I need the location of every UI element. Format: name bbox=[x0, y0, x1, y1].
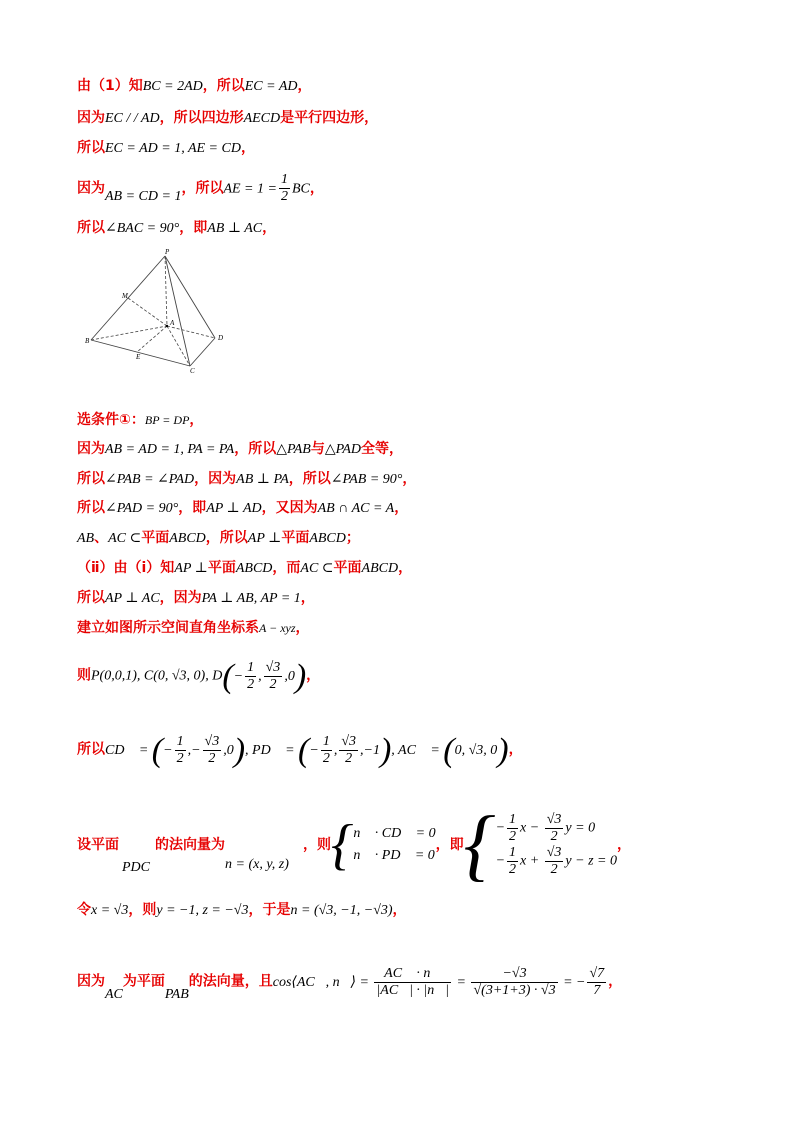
math: ABCD bbox=[235, 561, 273, 576]
text: ， bbox=[262, 220, 277, 236]
fraction bbox=[279, 172, 290, 205]
text: ， bbox=[392, 902, 407, 918]
math: AP ⊥ bbox=[247, 531, 282, 546]
math: AE = 1 = bbox=[223, 181, 277, 197]
text: ， bbox=[398, 560, 413, 576]
pyramid-diagram bbox=[85, 248, 235, 373]
text: 全等， bbox=[361, 441, 404, 457]
math: AB ⊥ PA bbox=[236, 472, 289, 487]
label-d: D bbox=[218, 334, 224, 342]
text: 所以 bbox=[77, 140, 105, 156]
line-12 bbox=[77, 588, 315, 609]
math: AECD bbox=[243, 111, 281, 126]
line-11 bbox=[77, 558, 412, 579]
text: ， bbox=[306, 667, 321, 684]
text: ， bbox=[300, 590, 315, 606]
math: ∠BAC = 90° bbox=[105, 221, 180, 236]
text: 平面 bbox=[207, 560, 236, 576]
math: PAB bbox=[164, 986, 189, 1002]
text: 因为 bbox=[77, 180, 105, 197]
normal-vector: n = (x, y, z) bbox=[225, 857, 289, 872]
math: BC bbox=[291, 181, 310, 197]
math: n = (√3, −1, −√3) bbox=[290, 903, 393, 918]
math: BP = DP bbox=[144, 413, 190, 427]
text: 所以 bbox=[77, 220, 105, 236]
text: ，即 bbox=[435, 837, 464, 853]
text: ， bbox=[508, 741, 523, 758]
math: AB = CD = 1 bbox=[105, 188, 182, 204]
text: 与 bbox=[310, 441, 325, 457]
math: ABCD bbox=[169, 531, 206, 546]
text: 的法向量为 bbox=[155, 837, 225, 853]
text: ，而 bbox=[272, 560, 301, 576]
text: ，所以 bbox=[202, 78, 245, 94]
text: 、 bbox=[94, 530, 109, 546]
numerator: 1 bbox=[280, 172, 288, 187]
text: ，即 bbox=[179, 220, 208, 236]
text: ， bbox=[608, 973, 623, 990]
line-5 bbox=[77, 218, 276, 239]
text: 平面 bbox=[281, 530, 310, 546]
coordinate-d: (− $\frac{1}{2}$ , $\frac{√3}{2}$ ,0) bbox=[222, 657, 307, 695]
text: 的法向量，且 bbox=[188, 973, 273, 990]
text: ， bbox=[297, 78, 312, 94]
text: ，所以 bbox=[288, 471, 331, 487]
text: ，于是 bbox=[248, 902, 291, 918]
math: EC = AD = 1, AE = CD bbox=[105, 141, 241, 156]
text: ，所以四边形 bbox=[159, 110, 244, 126]
text: ，所以 bbox=[205, 530, 248, 546]
line-4 bbox=[77, 172, 324, 205]
text: 因为 bbox=[77, 441, 105, 457]
text: 因为 bbox=[77, 110, 105, 126]
line-2 bbox=[77, 108, 378, 129]
text: 则 bbox=[77, 667, 91, 684]
denominator: 2 bbox=[280, 189, 288, 204]
text: 设平面 bbox=[77, 837, 119, 853]
math: EC / / AD bbox=[105, 111, 160, 126]
math: AB ∩ AC = A bbox=[317, 501, 395, 516]
text: ，因为 bbox=[159, 590, 202, 606]
text: 所以 bbox=[77, 590, 105, 606]
line-9 bbox=[77, 498, 408, 519]
math: ∠PAB = ∠PAD bbox=[105, 472, 195, 487]
math: PA ⊥ AB, AP = 1 bbox=[201, 591, 301, 606]
plane-pdc: PDC bbox=[122, 860, 150, 875]
text: 因为 bbox=[77, 973, 105, 990]
line-6 bbox=[77, 410, 203, 430]
math: △PAD bbox=[324, 442, 362, 457]
math: AC ⊂ bbox=[300, 561, 334, 576]
math: EC = AD bbox=[244, 79, 298, 94]
text: ， bbox=[295, 620, 310, 636]
text: ，则 bbox=[303, 837, 331, 853]
cosine-formula: cos⟨AC⃗, n⃗⟩ = $\frac{AC⃗ \cdot n⃗}{|AC⃗| \cdot |n⃗|}$ = $\frac{-√3}{√(3+1+3) \cdot √3}$ = − $\frac{√7}{7}$ bbox=[272, 966, 605, 998]
text: 平面 bbox=[141, 530, 170, 546]
math: AB ⊥ AC bbox=[207, 221, 263, 236]
line-13 bbox=[77, 618, 310, 638]
text: 建立如图所示空间直角坐标系 bbox=[77, 620, 259, 636]
math: y = −1, z = −√3 bbox=[156, 903, 249, 918]
line-14 bbox=[77, 657, 321, 695]
text: 令 bbox=[77, 902, 91, 918]
math: BC = 2AD bbox=[142, 79, 203, 94]
line-7 bbox=[77, 439, 403, 460]
line-16 bbox=[77, 801, 631, 889]
math: x = √3 bbox=[91, 903, 129, 918]
math: AP ⊥ AC bbox=[105, 591, 160, 606]
line-17 bbox=[77, 900, 407, 921]
math: ABCD bbox=[309, 531, 346, 546]
math: ∠PAD = 90° bbox=[105, 501, 179, 516]
text: ， bbox=[240, 140, 255, 156]
line-8 bbox=[77, 469, 416, 490]
text: ，所以 bbox=[234, 441, 277, 457]
text: 为平面 bbox=[122, 973, 165, 990]
math: ABCD bbox=[361, 561, 399, 576]
math: AB bbox=[77, 531, 95, 546]
text: ， bbox=[189, 412, 204, 428]
math: AC ⊂ bbox=[108, 531, 142, 546]
line-18 bbox=[77, 966, 623, 1002]
label-p: P bbox=[165, 248, 170, 256]
text: ，则 bbox=[128, 902, 157, 918]
math: ∠PAB = 90° bbox=[330, 472, 403, 487]
text: ， bbox=[309, 180, 324, 197]
line-1 bbox=[77, 76, 312, 97]
line-10 bbox=[77, 528, 360, 549]
math: A − xyz bbox=[259, 621, 296, 635]
math: P(0,0,1), C(0, √3, 0), D bbox=[91, 668, 223, 684]
label-b: B bbox=[85, 337, 90, 345]
text: 所以 bbox=[77, 741, 105, 758]
line-15 bbox=[77, 731, 523, 769]
vector-equations: CD⃗ = (− $\frac{1}{2}$ ,− $\frac{√3}{2}$ ,0), PD⃗ = (− $\frac{1}{2}$ , $\frac{√3}{2}$ ,−1), AC⃗ = (0, √3, 0) bbox=[105, 731, 509, 769]
text: （ⅱ）由（ⅰ）知 bbox=[77, 560, 175, 576]
line-3 bbox=[77, 138, 255, 159]
equation-system-1: { n⃗ · CD⃗ = 0 n⃗ · PD⃗ = 0 bbox=[331, 814, 436, 876]
equation-system-2: { − $\frac{1}{2}$ x − $\frac{√3}{2}$ y = 0 − $\frac{1}{2}$ x + $\frac{√3}{2}$ y − z = 0 bbox=[463, 801, 617, 889]
math: △PAB bbox=[276, 442, 311, 457]
text: ， bbox=[402, 471, 417, 487]
label-m: M bbox=[122, 292, 128, 300]
text: ， bbox=[394, 500, 409, 516]
text: ； bbox=[345, 530, 360, 546]
text: 平面 bbox=[333, 560, 362, 576]
text: 是平行四边形， bbox=[280, 110, 379, 126]
label-c: C bbox=[190, 367, 195, 373]
math: AP ⊥ bbox=[174, 561, 208, 576]
label-a: A bbox=[170, 319, 175, 327]
text: 所以 bbox=[77, 471, 105, 487]
math: AB = AD = 1, PA = PA bbox=[105, 442, 235, 457]
math: AP ⊥ AD bbox=[206, 501, 262, 516]
text: ，即 bbox=[178, 500, 207, 516]
text: ，又因为 bbox=[261, 500, 318, 516]
text: ，因为 bbox=[194, 471, 237, 487]
text: 所以 bbox=[77, 500, 105, 516]
text: ， bbox=[616, 837, 631, 853]
math: AC bbox=[105, 986, 123, 1002]
label-e: E bbox=[136, 353, 141, 361]
text: ，所以 bbox=[181, 180, 224, 197]
text: 由（1）知 bbox=[77, 78, 143, 94]
text: 选条件①： bbox=[77, 412, 145, 428]
